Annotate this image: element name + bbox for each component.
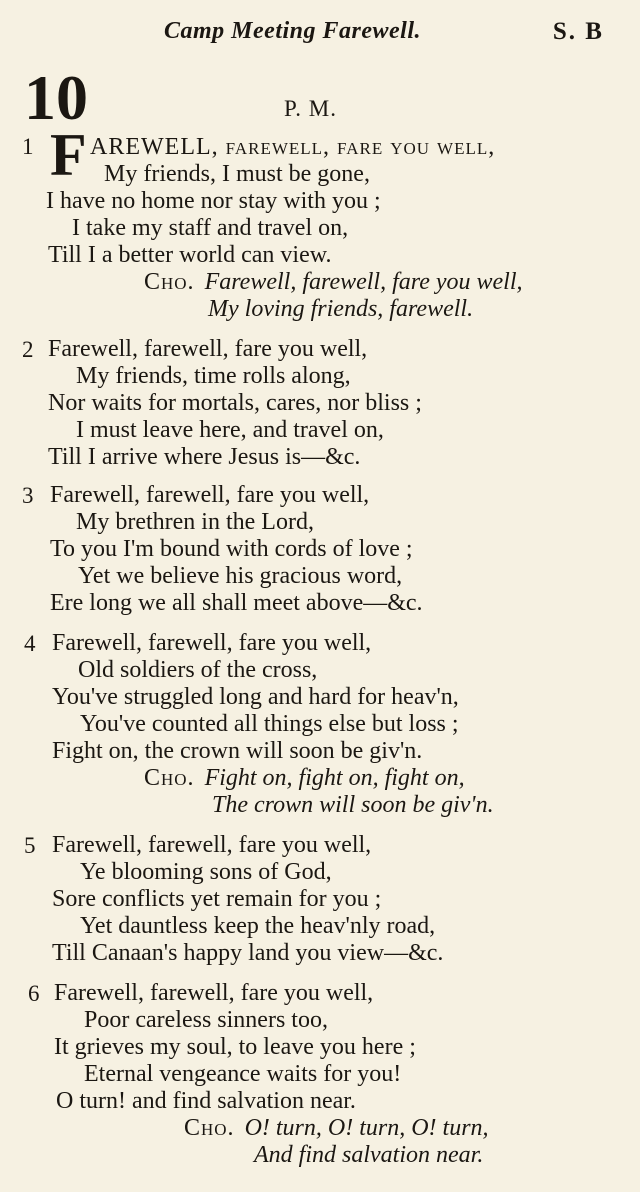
verse-line: Till I arrive where Jesus is—&c. <box>48 444 361 470</box>
chorus-line: And find salvation near. <box>254 1142 484 1168</box>
verse-line: Till I a better world can view. <box>48 242 332 268</box>
verse-line: Old soldiers of the cross, <box>78 657 318 683</box>
verse-line: You've counted all things else but loss ; <box>80 711 459 737</box>
verse-line: My friends, I must be gone, <box>104 161 370 187</box>
hymn-number: 10 <box>24 62 88 133</box>
chorus-line <box>184 1115 489 1142</box>
chorus-line <box>144 269 523 296</box>
verse-number: 3 <box>22 483 34 508</box>
verse-line: Farewell, farewell, fare you well, <box>54 980 374 1006</box>
verse-line: Nor waits for mortals, cares, nor bliss ; <box>48 390 422 416</box>
verse-line: I have no home nor stay with you ; <box>46 188 381 214</box>
verse-line: O turn! and find salvation near. <box>56 1088 356 1114</box>
signature-mark: S. B <box>552 18 604 45</box>
chorus-line: The crown will soon be giv'n. <box>212 792 494 818</box>
verse-line: To you I'm bound with cords of love ; <box>50 536 413 562</box>
chorus-line <box>144 765 465 792</box>
verse-number: 6 <box>28 981 40 1006</box>
verse-line: Ere long we all shall meet above—&c. <box>50 590 423 616</box>
verse-line: It grieves my soul, to leave you here ; <box>54 1034 416 1060</box>
verse-line: Farewell, farewell, fare you well, <box>52 832 372 858</box>
chorus-text: O! turn, O! turn, O! turn, <box>244 1115 489 1141</box>
chorus-line: My loving friends, farewell. <box>208 296 474 322</box>
running-title: Camp Meeting Farewell. <box>164 18 421 44</box>
verse-number: 2 <box>22 337 34 362</box>
drop-cap: F <box>50 122 87 188</box>
page-header <box>0 18 640 50</box>
verse-line: My brethren in the Lord, <box>76 509 314 535</box>
verse-line: You've struggled long and hard for heav'n, <box>52 684 459 710</box>
verse-line: Farewell, farewell, fare you well, <box>52 630 372 656</box>
meter-label: P. M. <box>284 96 337 121</box>
verse-line: I must leave here, and travel on, <box>76 417 384 443</box>
verse-line: Sore conflicts yet remain for you ; <box>52 886 382 912</box>
chorus-text: Farewell, farewell, fare you well, <box>204 269 523 295</box>
verse-number: 4 <box>24 631 36 656</box>
verse-line: Eternal vengeance waits for you! <box>84 1061 402 1087</box>
verse-line-text: AREWELL, farewell, fare you well, <box>90 134 496 160</box>
verse-line: Yet dauntless keep the heav'nly road, <box>80 913 436 939</box>
chorus-label: Cho. <box>144 765 195 791</box>
verse-line: Yet we believe his gracious word, <box>78 563 403 589</box>
verse-line: Poor careless sinners too, <box>84 1007 328 1033</box>
verse-line: My friends, time rolls along, <box>76 363 351 389</box>
verse-line: Till Canaan's happy land you view—&c. <box>52 940 444 966</box>
verse-line <box>90 134 495 161</box>
chorus-text: Fight on, fight on, fight on, <box>204 765 465 791</box>
verse-number: 1 <box>22 134 34 159</box>
verse-line: I take my staff and travel on, <box>72 215 349 241</box>
verse-number: 5 <box>24 833 36 858</box>
verse-line: Ye blooming sons of God, <box>80 859 332 885</box>
verse-line: Farewell, farewell, fare you well, <box>50 482 370 508</box>
verse-line: Fight on, the crown will soon be giv'n. <box>52 738 423 764</box>
verse-line: Farewell, farewell, fare you well, <box>48 336 368 362</box>
chorus-label: Cho. <box>184 1115 235 1141</box>
chorus-label: Cho. <box>144 269 195 295</box>
